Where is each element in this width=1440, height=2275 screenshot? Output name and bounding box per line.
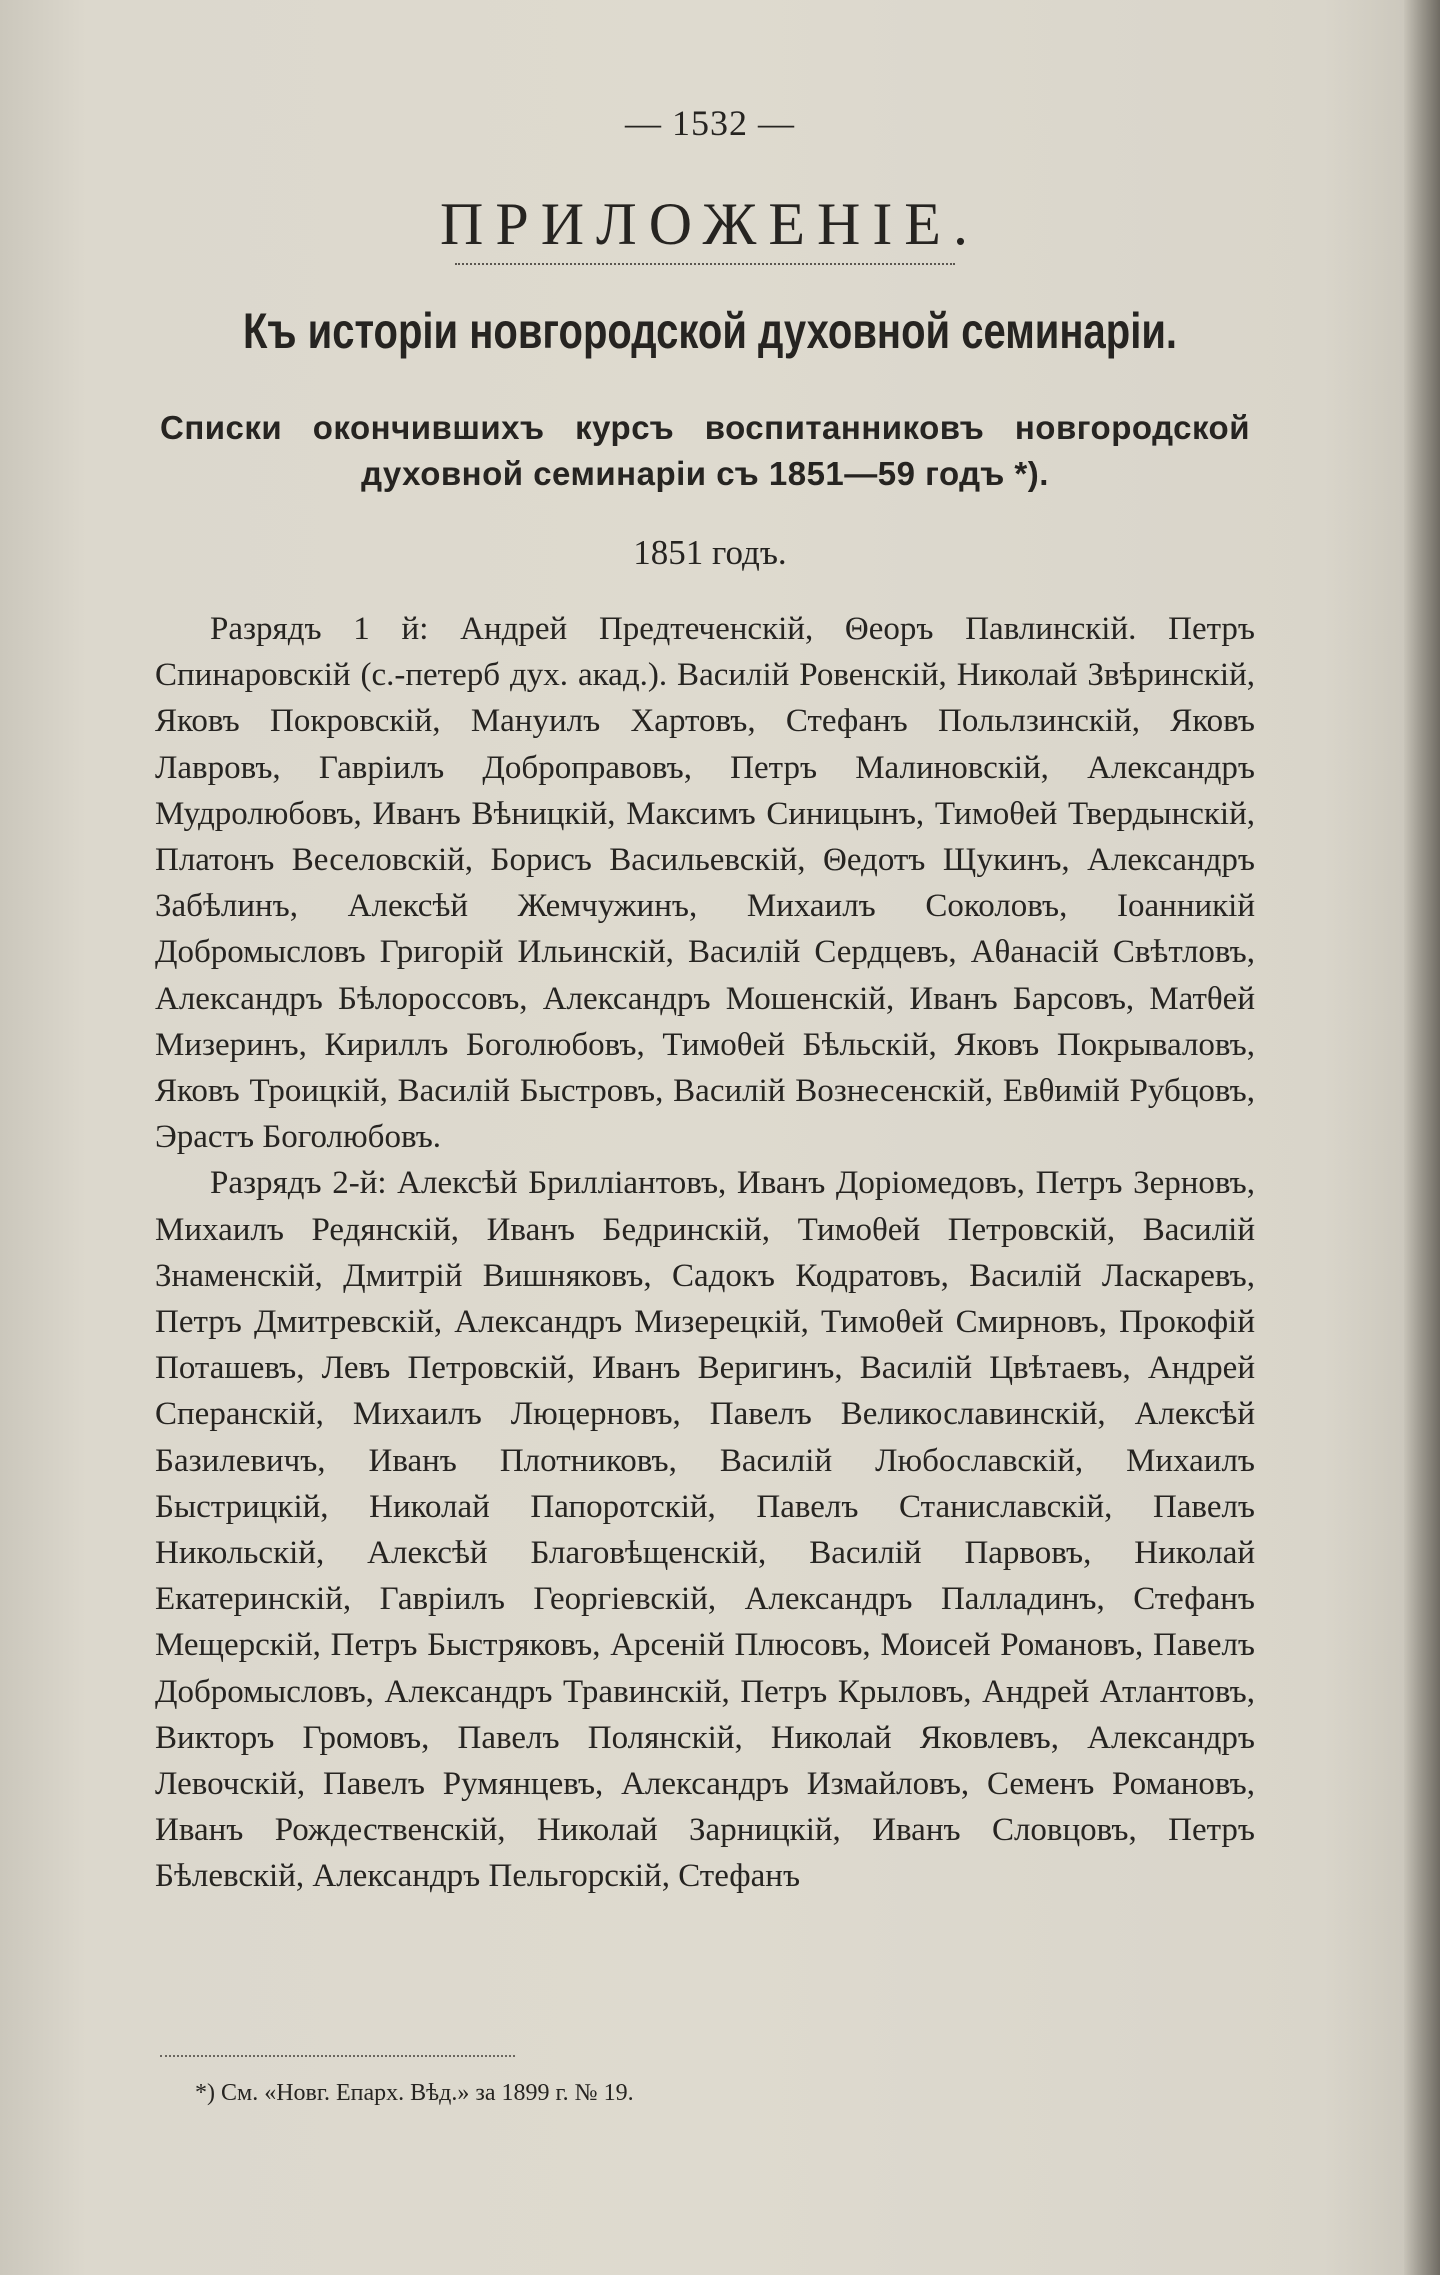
paragraph-rank-1: Разрядъ 1 й: Андрей Предтеченскій, Θеоръ Павлинскій. Петръ Спинаровскій (с.-петерб дух. акад.). Василій Ровенскій, Николай Звѣринскій, Яковъ Покровскій, Мануилъ Хартовъ, Стефанъ Польлзинскій, Яковъ Лавровъ, Гавріилъ Доброправовъ, Петръ Малиновскій, Александръ Мудролюбовъ, Иванъ Вѣницкій, Максимъ Синицынъ, Тимоθей Твердынскій, Платонъ Веселовскій, Борисъ Васильевскій, Θедотъ Щукинъ, Александръ Забѣлинъ, Алексѣй Жемчужинъ, Михаилъ Соколовъ, Іоанникій Добромысловъ Григорій Ильинскій, Василій Сердцевъ, Аθанасій Свѣтловъ, Александръ Бѣлороссовъ, Александръ Мошенскій, Иванъ Барсовъ, Матθей Мизеринъ, Кириллъ Боголюбовъ, Тимоθей Бѣльскій, Яковъ Покрываловъ, Яковъ Троицкій, Василій Быстровъ, Василій Вознесенскій, Евθимій Рубцовъ, Эрастъ Боголюбовъ. (155, 611, 1255, 1156)
paragraph-rank-2: Разрядъ 2-й: Алексѣй Бриллiантовъ, Иванъ Доріомедовъ, Петръ Зерновъ, Михаилъ Редянскій, Иванъ Бедринскій, Тимоθей Петровскій, Василій Знаменскій, Дмитрій Вишняковъ, Садокъ Кодратовъ, Василій Ласкаревъ, Петръ Дмитревскій, Александръ Мизерецкій, Тимоθей Смирновъ, Прокофій Поташевъ, Левъ Петровскій, Иванъ Веригинъ, Василій Цвѣтаевъ, Андрей Сперанскій, Михаилъ Люцерновъ, Павелъ Великославинскій, Алексѣй Базилевичъ, Иванъ Плотниковъ, Василій Любославскій, Михаилъ Быстрицкій, Николай Папоротскій, Павелъ Станиславскій, Павелъ Никольскій, Алексѣй Благовѣщенскій, Василій Парвовъ, Николай Екатеринскій, Гавріилъ Георгіевскій, Александръ Палладинъ, Стефанъ Мещерскій, Петръ Быстряковъ, Арсеній Плюсовъ, Моисей Романовъ, Павелъ Добромысловъ, Александръ Травинскій, Петръ Крыловъ, Андрей Атлантовъ, Викторъ Громовъ, Павелъ Полянскій, Николай Яковлевъ, Александръ Левочскій, Павелъ Румянцевъ, Александръ Измайловъ, Семенъ Романовъ, Иванъ Рождественскій, Николай Зарницкій, Иванъ Словцовъ, Петръ Бѣлевскій, Александръ Пельгорскій, Стефанъ (155, 1165, 1255, 1895)
body-text (155, 606, 1255, 1900)
title-underline (455, 263, 955, 265)
page-number: — 1532 — (625, 103, 795, 143)
appendix-title: ПРИЛОЖЕНІЕ. (440, 191, 980, 257)
main-heading: Къ исторіи новгородской духовной семинаріи. (242, 303, 1178, 359)
page-edge (1404, 0, 1440, 2275)
footnote: *) См. «Новг. Епарх. Вѣд.» за 1899 г. № 19. (195, 2080, 634, 2106)
year-heading: 1851 годъ. (633, 533, 787, 572)
footnote-rule (160, 2055, 515, 2057)
subheading: Списки окончившихъ курсъ воспитанниковъ новгородской духовной семинаріи съ 1851—59 годъ *). (160, 409, 1250, 492)
